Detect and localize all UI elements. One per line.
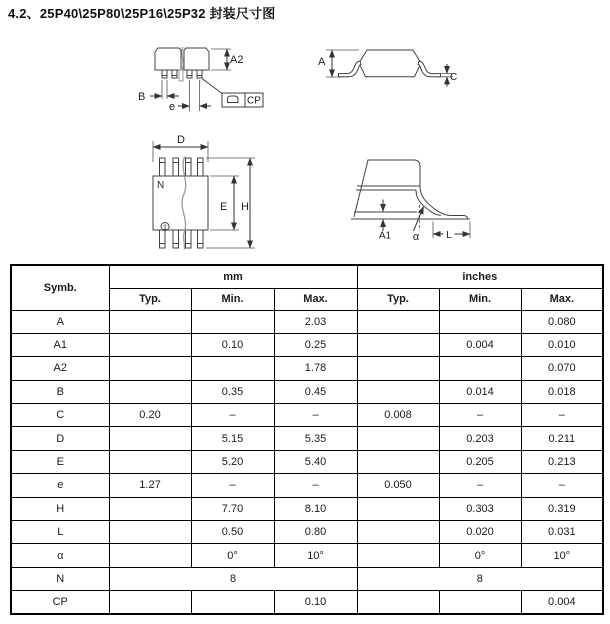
dim-label-c: C [450, 72, 458, 83]
dimension-cell: 0.031 [521, 521, 603, 544]
dimension-cell: 0.080 [521, 310, 603, 333]
dimension-cell [357, 380, 439, 403]
dim-label-a2: A2 [230, 54, 244, 66]
col-header-mm-min: Min. [191, 288, 274, 310]
dim-label-alpha: α [412, 231, 420, 243]
dim-label-h: H [241, 201, 249, 213]
dimension-cell: 1.78 [274, 357, 357, 380]
dimension-cell [109, 544, 191, 567]
dimension-cell: 0.25 [274, 333, 357, 356]
dim-label-d: D [177, 134, 185, 146]
package-diagrams [0, 0, 610, 262]
dimension-cell: 0.80 [274, 521, 357, 544]
table-row [11, 333, 603, 356]
symbol-cell: L [11, 521, 109, 544]
dimension-cell: 5.40 [274, 450, 357, 473]
table-row [11, 357, 603, 380]
dimension-cell: 1.27 [109, 474, 191, 497]
symbol-cell: N [11, 567, 109, 590]
dimension-cell [109, 333, 191, 356]
lead-detail-drawing [351, 160, 470, 243]
col-header-mm-typ: Typ. [109, 288, 191, 310]
page-title: 4.2、25P40\25P80\25P16\25P32 封装尺寸图 [8, 6, 276, 21]
pin1-number: 1 [162, 222, 168, 232]
col-header-inches: inches [357, 265, 603, 288]
dimension-cell [109, 427, 191, 450]
dimension-cell [109, 380, 191, 403]
dimension-cell: 0.303 [439, 497, 521, 520]
dimension-cell [439, 591, 521, 614]
symbol-cell: E [11, 450, 109, 473]
dimension-cell: 5.20 [191, 450, 274, 473]
dimension-cell [439, 310, 521, 333]
dimension-cell: 8 [109, 567, 357, 590]
dimension-cell [357, 450, 439, 473]
symbol-cell: A [11, 310, 109, 333]
dimension-cell: 0.020 [439, 521, 521, 544]
dimension-cell: 0.070 [521, 357, 603, 380]
pin-count-label: N [157, 180, 165, 191]
table-row [11, 521, 603, 544]
symbol-cell: α [11, 544, 109, 567]
dimension-cell: 0.008 [357, 404, 439, 427]
symbol-cell: D [11, 427, 109, 450]
dimension-cell: 0° [439, 544, 521, 567]
dimension-cell: 0.010 [521, 333, 603, 356]
dimension-cell [109, 357, 191, 380]
table-row [11, 544, 603, 567]
dimension-cell: 0° [191, 544, 274, 567]
symbol-cell: A1 [11, 333, 109, 356]
dimension-cell [357, 310, 439, 333]
dimension-cell: 5.35 [274, 427, 357, 450]
dimension-cell: 0.10 [274, 591, 357, 614]
dimensions-table [10, 264, 604, 615]
dimension-cell [357, 521, 439, 544]
dimension-cell: 0.018 [521, 380, 603, 403]
dim-label-a1: A1 [378, 230, 392, 242]
dimension-cell [191, 310, 274, 333]
dimension-cell: 8.10 [274, 497, 357, 520]
dimension-cell: 5.15 [191, 427, 274, 450]
col-header-in-max: Max. [521, 288, 603, 310]
dimension-cell [439, 357, 521, 380]
dimension-cell: 0.004 [439, 333, 521, 356]
col-header-in-typ: Typ. [357, 288, 439, 310]
dimension-cell [109, 450, 191, 473]
table-row [11, 591, 603, 614]
dimension-cell [109, 310, 191, 333]
table-row [11, 567, 603, 590]
table-row [11, 474, 603, 497]
dimension-cell: 10° [521, 544, 603, 567]
dimension-cell: 0.319 [521, 497, 603, 520]
dimension-cell: 2.03 [274, 310, 357, 333]
dimension-cell: 0.211 [521, 427, 603, 450]
dim-label-l: L [446, 230, 452, 241]
dimension-cell: 0.004 [521, 591, 603, 614]
dimension-cell: 0.203 [439, 427, 521, 450]
dimension-cell: 7.70 [191, 497, 274, 520]
table-row [11, 497, 603, 520]
front-view-drawing [138, 47, 263, 113]
table-row [11, 404, 603, 427]
table-row [11, 310, 603, 333]
dim-label-e-pitch: e [169, 101, 176, 113]
dimension-cell: 8 [357, 567, 603, 590]
col-header-in-min: Min. [439, 288, 521, 310]
dimension-cell: – [439, 404, 521, 427]
dimension-cell [191, 357, 274, 380]
dimension-cell: 0.205 [439, 450, 521, 473]
dimension-cell [357, 333, 439, 356]
dimension-cell [109, 591, 191, 614]
side-view-drawing [318, 50, 457, 87]
dim-label-a: A [318, 56, 326, 68]
dimension-cell: 10° [274, 544, 357, 567]
dimension-cell: 0.10 [191, 333, 274, 356]
symbol-cell: e [11, 474, 109, 497]
dimension-cell [357, 591, 439, 614]
symbol-cell: C [11, 404, 109, 427]
dimension-cell [357, 427, 439, 450]
dimension-cell [357, 357, 439, 380]
dimension-cell [109, 497, 191, 520]
dimension-cell: 0.213 [521, 450, 603, 473]
dimension-cell: 0.35 [191, 380, 274, 403]
symbol-cell: B [11, 380, 109, 403]
col-header-mm-max: Max. [274, 288, 357, 310]
table-row [11, 450, 603, 473]
symbol-cell: CP [11, 591, 109, 614]
dimension-cell: 0.20 [109, 404, 191, 427]
dimension-cell: – [191, 404, 274, 427]
dimension-cell: 0.45 [274, 380, 357, 403]
dim-label-e-body: E [220, 201, 228, 213]
pin-cross-section-icon [228, 96, 239, 103]
table-row [11, 380, 603, 403]
dimension-cell: – [274, 404, 357, 427]
dimension-cell: 0.050 [357, 474, 439, 497]
dimension-cell: – [521, 404, 603, 427]
dimension-cell: – [191, 474, 274, 497]
table-row [11, 427, 603, 450]
dimension-cell [357, 497, 439, 520]
col-header-symbol: Symb. [11, 265, 109, 310]
dim-label-cp: CP [247, 95, 261, 107]
symbol-cell: H [11, 497, 109, 520]
dimension-cell [357, 544, 439, 567]
dimension-cell: 0.50 [191, 521, 274, 544]
dimension-cell: – [274, 474, 357, 497]
top-view-drawing [153, 134, 255, 250]
dimensions-table-body [11, 310, 603, 614]
dimension-cell: – [439, 474, 521, 497]
dimension-cell [109, 521, 191, 544]
dimension-cell: – [521, 474, 603, 497]
dim-label-b: B [138, 91, 146, 103]
dimension-cell: 0.014 [439, 380, 521, 403]
col-header-mm: mm [109, 265, 357, 288]
symbol-cell: A2 [11, 357, 109, 380]
dimension-cell [191, 591, 274, 614]
